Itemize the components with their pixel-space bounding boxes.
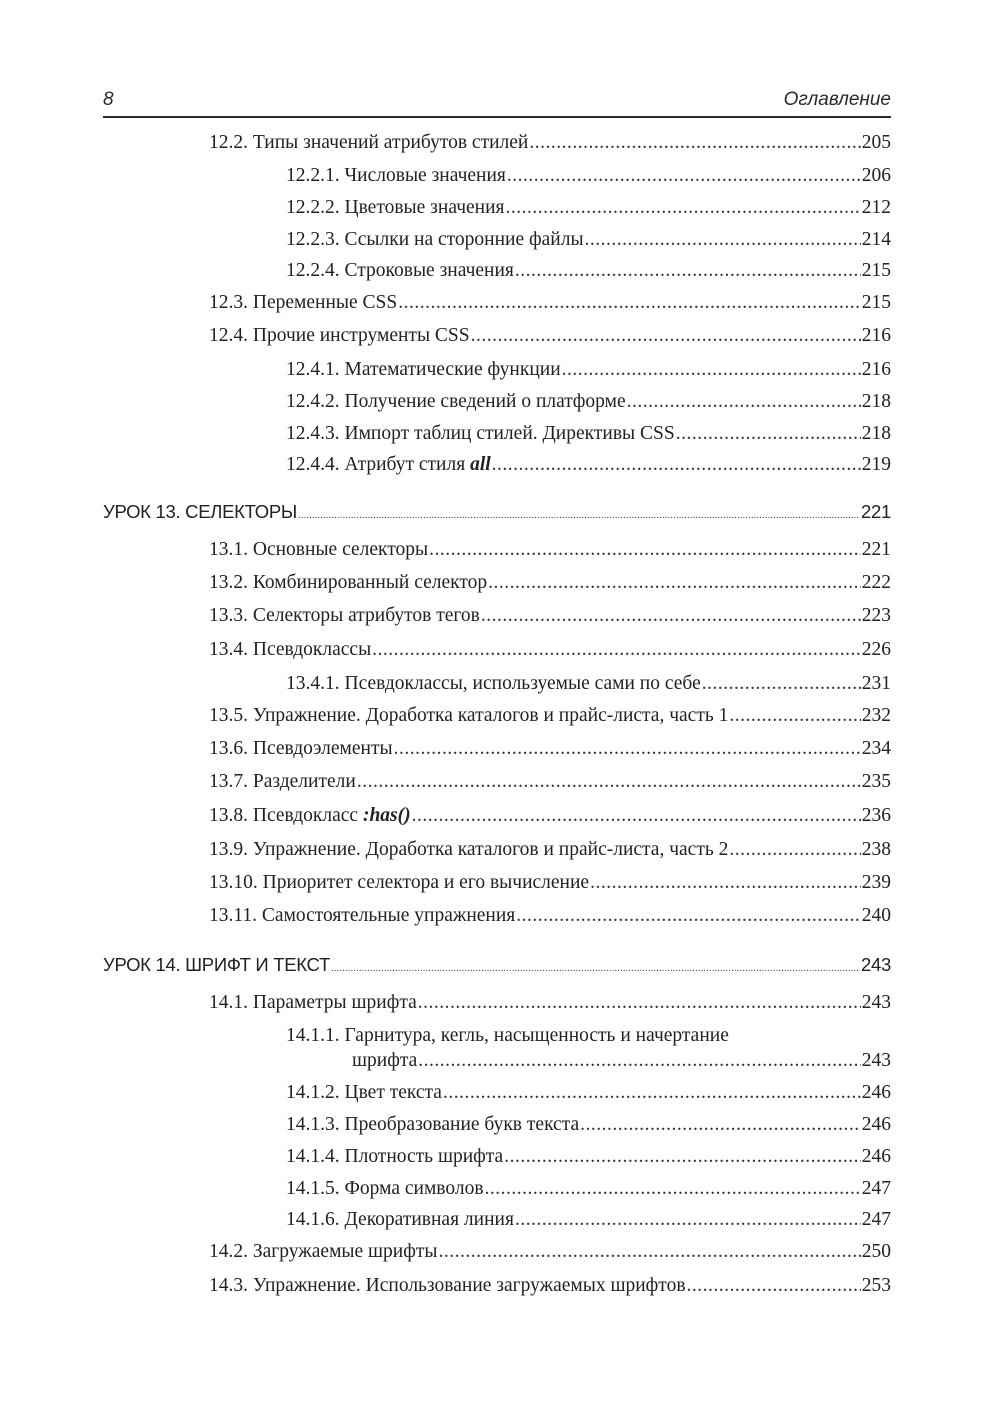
toc-entry-12-4-4[interactable] (286, 453, 891, 477)
toc-entry-page: 226 (861, 639, 891, 660)
toc-entry-13-4[interactable] (209, 638, 891, 662)
chapter-title: УРОК 13. СЕЛЕКТОРЫ (103, 501, 297, 522)
toc-entry-page: 250 (861, 1241, 891, 1262)
leader-dots (729, 704, 860, 728)
toc-entry-page: 240 (861, 905, 891, 926)
toc-entry-page: 246 (861, 1082, 891, 1103)
toc-entry-label: 13.4. Псевдоклассы (209, 639, 372, 660)
leader-dots (443, 1081, 861, 1105)
toc-entry-page: 221 (861, 539, 891, 560)
toc-entry-label: 12.2.3. Ссылки на сторонние файлы (286, 229, 584, 250)
toc-entry-label: 13.5. Упражнение. Доработка каталогов и прайс-листа, часть 1 (209, 705, 729, 726)
toc-entry-label-text: 12.4.4. Атрибут стиля (286, 454, 471, 475)
leader-dots (429, 538, 861, 562)
toc-entry-label: 13.6. Псевдоэлементы (209, 738, 393, 759)
toc-entry-13-7[interactable] (209, 770, 891, 794)
toc-entry-label: 14.1.4. Плотность шрифта (286, 1146, 504, 1167)
toc-entry-page: 223 (861, 605, 891, 626)
leader-dots (504, 1145, 861, 1169)
toc-entry-page: 243 (861, 992, 891, 1013)
toc-entry-14-1-6[interactable] (286, 1208, 891, 1232)
toc-entry-12-2-4[interactable] (286, 259, 891, 283)
leader-dots (331, 957, 860, 981)
toc-entry-12-2-2[interactable] (286, 196, 891, 220)
toc-entry-12-2[interactable] (209, 131, 891, 155)
leader-dots (394, 737, 861, 761)
toc-entry-page: 239 (861, 872, 891, 893)
page-number: 8 (103, 89, 114, 110)
toc-chapter-13[interactable] (103, 500, 891, 528)
toc-entry-13-4-1[interactable] (286, 672, 891, 696)
toc-entry-13-11[interactable] (209, 904, 891, 928)
toc-entry-label-text: 13.8. Псевдокласс (209, 805, 363, 826)
toc-entry-14-1-3[interactable] (286, 1113, 891, 1137)
toc-entry-label: 13.2. Комбинированный селектор (209, 572, 488, 593)
toc-entry-label: 12.4.1. Математические функции (286, 359, 561, 380)
leader-dots (627, 390, 861, 414)
leader-dots (372, 638, 861, 662)
toc-entry-14-1-1-line1[interactable]: 14.1.1. Гарнитура, кегль, насыщенность и начертание (286, 1025, 729, 1046)
toc-entry-label: 12.4.3. Импорт таблиц стилей. Директивы CSS (286, 423, 675, 444)
toc-entry-13-6[interactable] (209, 737, 891, 761)
leader-dots (562, 358, 861, 382)
toc-entry-page: 215 (861, 292, 891, 313)
toc-entry-page: 232 (861, 705, 891, 726)
leader-dots (298, 504, 860, 528)
toc-entry-label: 13.3. Селекторы атрибутов тегов (209, 605, 480, 626)
toc-entry-label: 12.2.1. Числовые значения (286, 165, 506, 186)
toc-entry-14-2[interactable] (209, 1240, 891, 1264)
toc-entry-page: 243 (861, 954, 891, 975)
leader-dots (516, 904, 860, 928)
toc-entry-13-1[interactable] (209, 538, 891, 562)
toc-entry-12-3[interactable] (209, 291, 891, 315)
leader-dots (488, 571, 861, 595)
toc-entry-label: шрифта (352, 1050, 418, 1071)
toc-entry-page: 246 (861, 1114, 891, 1135)
toc-entry-page: 218 (861, 391, 891, 412)
leader-dots (580, 1113, 861, 1137)
toc-entry-label: 12.4. Прочие инструменты CSS (209, 325, 470, 346)
code-term: :has() (362, 805, 411, 826)
toc-entry-12-4[interactable] (209, 324, 891, 348)
leader-dots (702, 672, 861, 696)
toc-entry-14-1[interactable] (209, 991, 891, 1015)
toc-entry-page: 216 (861, 359, 891, 380)
leader-dots (729, 838, 860, 862)
toc-entry-14-1-2[interactable] (286, 1081, 891, 1105)
toc-entry-page: 247 (861, 1178, 891, 1199)
leader-dots (590, 871, 861, 895)
leader-dots (357, 770, 861, 794)
toc-entry-label: 12.3. Переменные CSS (209, 292, 398, 313)
toc-entry-page: 231 (861, 673, 891, 694)
leader-dots (676, 422, 861, 446)
toc-entry-13-5[interactable] (209, 704, 891, 728)
toc-entry-label: 13.1. Основные селекторы (209, 539, 429, 560)
toc-entry-label (209, 804, 411, 828)
leader-dots (418, 1049, 860, 1073)
toc-entry-page: 206 (861, 165, 891, 186)
leader-dots (585, 228, 861, 252)
toc-entry-page: 212 (861, 197, 891, 218)
leader-dots (492, 453, 861, 477)
toc-entry-label: 12.2. Типы значений атрибутов стилей (209, 132, 529, 153)
leader-dots (439, 1240, 861, 1264)
toc-entry-page: 205 (861, 132, 891, 153)
toc-entry-14-1-4[interactable] (286, 1145, 891, 1169)
toc-entry-label: 14.1.6. Декоративная линия (286, 1209, 514, 1230)
chapter-title: УРОК 14. ШРИФТ И ТЕКСТ (103, 954, 330, 975)
leader-dots (481, 604, 861, 628)
toc-entry-label: 12.2.4. Строковые значения (286, 260, 514, 281)
toc-entry-label (286, 453, 491, 477)
leader-dots (506, 196, 861, 220)
toc-chapter-14[interactable] (103, 953, 891, 981)
toc-entry-12-2-1[interactable] (286, 164, 891, 188)
toc-entry-13-2[interactable] (209, 571, 891, 595)
toc-entry-page: 221 (861, 501, 891, 522)
toc-entry-page: 234 (861, 738, 891, 759)
leader-dots (515, 259, 861, 283)
toc-entry-page: 219 (861, 454, 891, 475)
leader-dots (398, 291, 861, 315)
leader-dots (507, 164, 861, 188)
toc-entry-page: 243 (861, 1050, 891, 1071)
toc-entry-12-4-2[interactable] (286, 390, 891, 414)
toc-entry-label: 13.11. Самостоятельные упражнения (209, 905, 516, 926)
toc-entry-label: 14.3. Упражнение. Использование загружаемых шрифтов (209, 1275, 686, 1296)
toc-entry-label: 14.1.3. Преобразование букв текста (286, 1114, 580, 1135)
toc-entry-12-2-3[interactable] (286, 228, 891, 252)
leader-dots (471, 324, 861, 348)
toc-entry-label: 13.10. Приоритет селектора и его вычисление (209, 872, 590, 893)
toc-entry-14-1-5[interactable] (286, 1177, 891, 1201)
toc-entry-label: 14.1. Параметры шрифта (209, 992, 417, 1013)
toc-entry-14-1-1[interactable] (352, 1049, 891, 1073)
toc-entry-label: 14.1.2. Цвет текста (286, 1082, 442, 1103)
toc-entry-page: 222 (861, 572, 891, 593)
toc-entry-label: 13.7. Разделители (209, 771, 356, 792)
toc-entry-label: 12.4.2. Получение сведений о платформе (286, 391, 626, 412)
toc-entry-label: 14.1.5. Форма символов (286, 1178, 484, 1199)
toc-entry-label: 14.2. Загружаемые шрифты (209, 1241, 438, 1262)
running-title: Оглавление (783, 89, 891, 110)
leader-dots (515, 1208, 861, 1232)
leader-dots (412, 804, 861, 828)
toc-entry-label: 12.2.2. Цветовые значения (286, 197, 505, 218)
leader-dots (418, 991, 861, 1015)
toc-entry-13-8[interactable] (209, 804, 891, 828)
toc-entry-13-3[interactable] (209, 604, 891, 628)
toc-entry-page: 214 (861, 229, 891, 250)
toc-entry-page: 236 (861, 805, 891, 826)
toc-entry-14-3[interactable] (209, 1274, 891, 1298)
toc-entry-page: 246 (861, 1146, 891, 1167)
toc-entry-page: 218 (861, 423, 891, 444)
toc-entry-page: 253 (861, 1275, 891, 1296)
toc-entry-12-4-1[interactable] (286, 358, 891, 382)
toc-entry-13-9[interactable] (209, 838, 891, 862)
code-term: all (470, 454, 491, 475)
toc-entry-page: 247 (861, 1209, 891, 1230)
leader-dots (529, 131, 860, 155)
toc-entry-page: 215 (861, 260, 891, 281)
running-header (103, 86, 891, 118)
toc-entry-13-10[interactable] (209, 871, 891, 895)
toc-entry-label: 13.4.1. Псевдоклассы, используемые сами по себе (286, 673, 701, 694)
toc-entry-label: 13.9. Упражнение. Доработка каталогов и прайс-листа, часть 2 (209, 839, 729, 860)
leader-dots (687, 1274, 861, 1298)
toc-entry-page: 235 (861, 771, 891, 792)
toc-entry-12-4-3[interactable] (286, 422, 891, 446)
leader-dots (485, 1177, 861, 1201)
toc-entry-page: 238 (861, 839, 891, 860)
toc-entry-page: 216 (861, 325, 891, 346)
